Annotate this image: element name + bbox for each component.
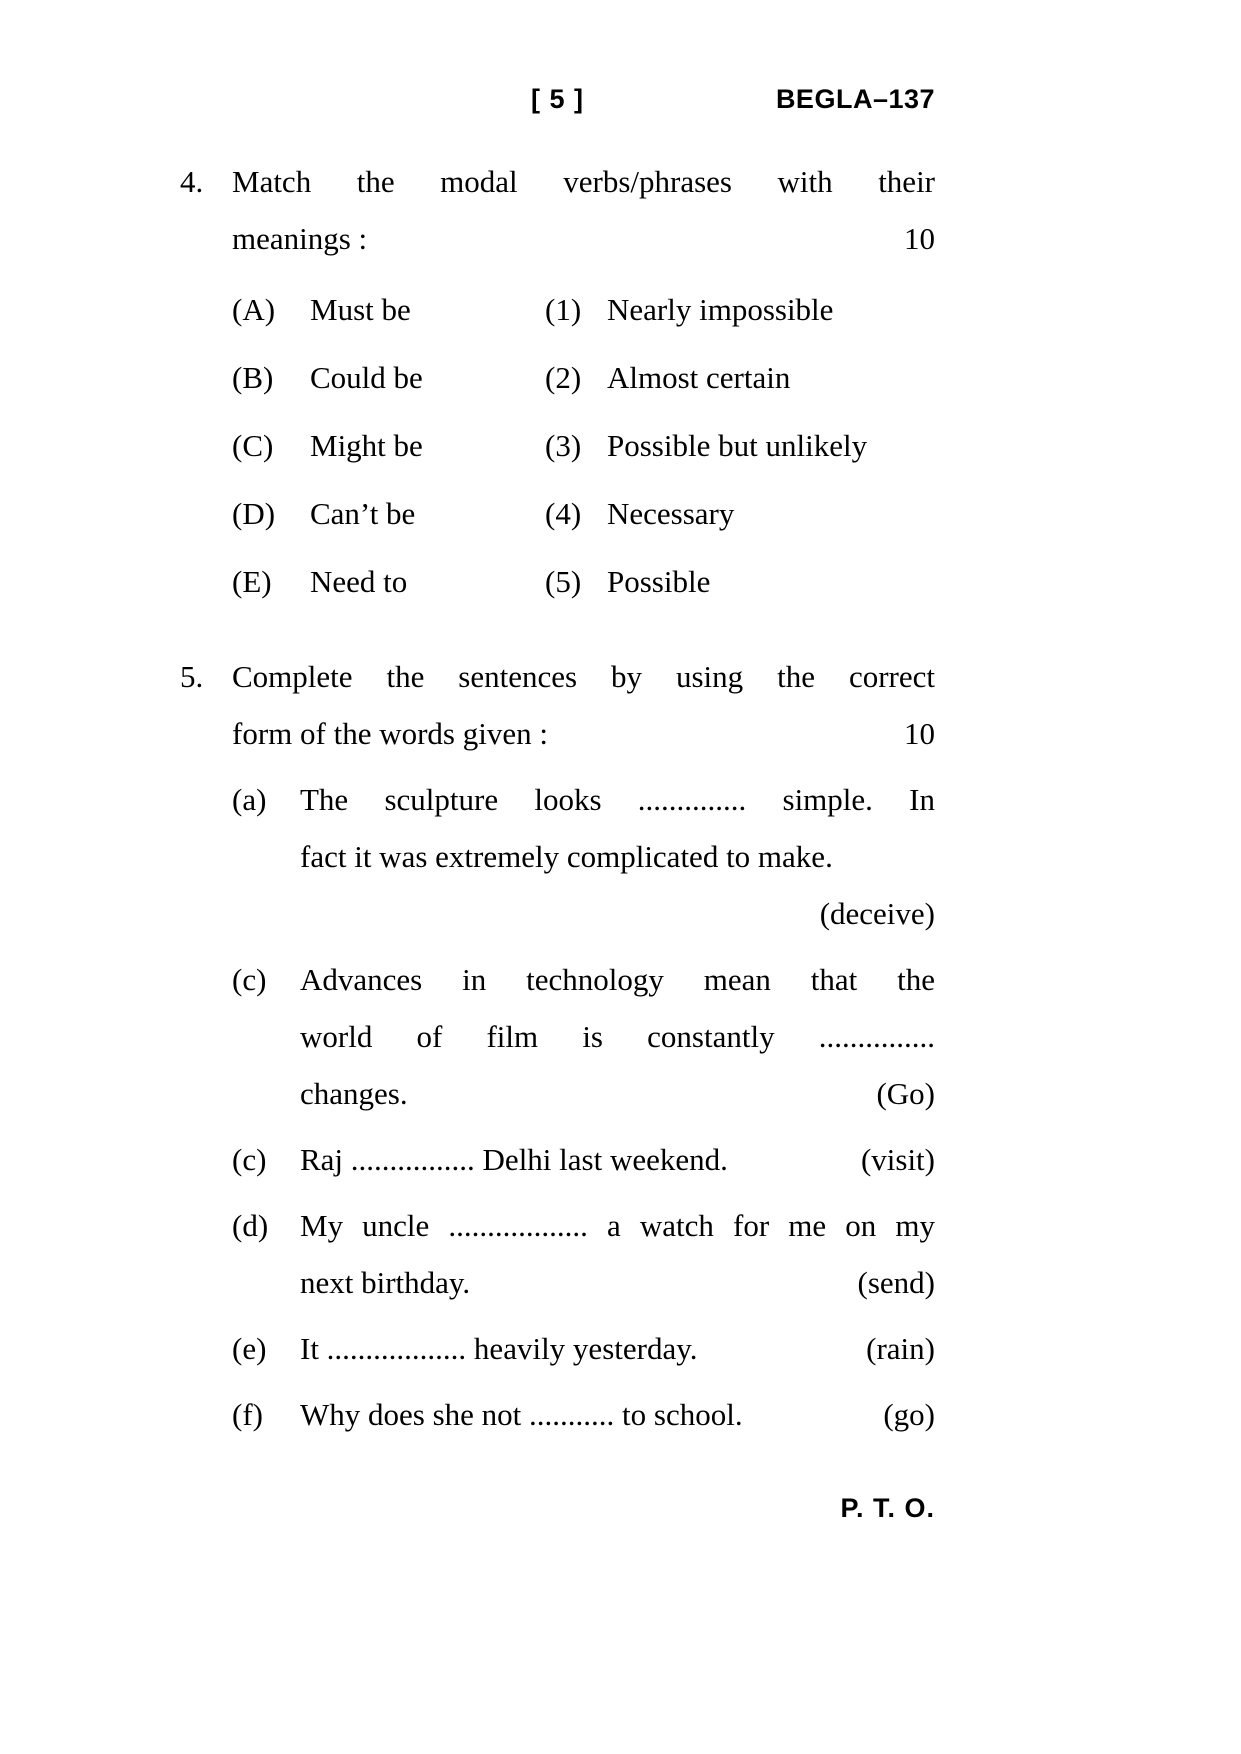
match-right-text: Necessary: [607, 496, 735, 531]
course-code: BEGLA–137: [775, 84, 936, 114]
question-5-body: [232, 648, 935, 1443]
q5-item-d-line1: My uncle .................. a watch for me on my: [300, 1208, 935, 1243]
q5-item-c2-label: (c): [232, 1142, 267, 1177]
q5-item-f-hint: (go): [883, 1397, 935, 1432]
q5-item-a-label: (a): [232, 782, 267, 817]
match-left-text: Need to: [310, 564, 408, 599]
q5-item-c1-label: (c): [232, 962, 267, 997]
q5-item-d-label: (d): [232, 1208, 269, 1243]
match-row: [232, 553, 935, 610]
q5-item-a-line2: fact it was extremely complicated to make.: [300, 839, 833, 874]
match-right-text: Almost certain: [607, 360, 791, 395]
q5-item-c1-line3: changes.: [300, 1076, 408, 1111]
question-5-prompt-line1: Complete the sentences by using the correct: [232, 659, 935, 694]
q5-item-f: [232, 1386, 935, 1443]
page-number: [ 5 ]: [531, 84, 585, 114]
q5-item-d-line2: next birthday.: [300, 1265, 471, 1300]
match-right-text: Nearly impossible: [607, 292, 834, 327]
match-left-text: Can’t be: [310, 496, 416, 531]
q5-item-c2: [232, 1131, 935, 1188]
match-right-label: (1): [545, 292, 582, 327]
match-left-label: (A): [232, 292, 276, 327]
q5-item-c1-line2: world of film is constantly ...............: [300, 1019, 935, 1054]
match-left-label: (D): [232, 496, 276, 531]
q5-item-c1: [232, 951, 935, 1122]
question-4-marks: 10: [904, 221, 935, 256]
q5-item-e: [232, 1320, 935, 1377]
q5-item-e-line1: It .................. heavily yesterday.: [300, 1331, 698, 1366]
match-left-label: (C): [232, 428, 274, 463]
match-left-text: Might be: [310, 428, 423, 463]
q5-item-a-hint: (deceive): [819, 896, 935, 931]
question-5-marks: 10: [904, 716, 935, 751]
question-4-prompt-line2-row: [232, 210, 935, 267]
q5-item-a-line1: The sculpture looks .............. simple. In: [300, 782, 935, 817]
match-right-label: (5): [545, 564, 582, 599]
q5-item-c1-hint: (Go): [876, 1076, 935, 1111]
match-left-text: Could be: [310, 360, 423, 395]
q5-item-c2-line1: Raj ................ Delhi last weekend.: [300, 1142, 728, 1177]
match-row: [232, 349, 935, 406]
q5-item-a: [232, 771, 935, 942]
match-right-text: Possible but unlikely: [607, 428, 868, 463]
q5-item-f-line1: Why does she not ........... to school.: [300, 1397, 743, 1432]
q5-item-f-label: (f): [232, 1397, 263, 1432]
question-4-prompt-line1: Match the modal verbs/phrases with their: [232, 164, 935, 199]
match-right-label: (3): [545, 428, 582, 463]
q5-item-d: [232, 1197, 935, 1311]
match-right-label: (2): [545, 360, 582, 395]
question-5-number: 5.: [180, 659, 204, 694]
match-right-text: Possible: [607, 564, 711, 599]
question-4-number: 4.: [180, 164, 204, 199]
question-5-prompt-line2-row: [232, 705, 935, 762]
q5-item-c1-line1: Advances in technology mean that the: [300, 962, 935, 997]
match-row: [232, 417, 935, 474]
question-4-body: [232, 153, 935, 610]
pto-note: P. T. O.: [840, 1493, 935, 1523]
question-4-prompt-line2: meanings :: [232, 221, 368, 256]
match-left-label: (E): [232, 564, 272, 599]
match-row: [232, 281, 935, 338]
match-left-text: Must be: [310, 292, 411, 327]
page-header: [180, 84, 935, 115]
question-5: [180, 648, 935, 1443]
question-4: [180, 153, 935, 610]
q5-item-d-hint: (send): [857, 1265, 935, 1300]
q5-item-e-label: (e): [232, 1331, 267, 1366]
match-right-label: (4): [545, 496, 582, 531]
q5-item-e-hint: (rain): [866, 1331, 935, 1366]
match-row: [232, 485, 935, 542]
question-5-prompt-line2: form of the words given :: [232, 716, 548, 751]
match-list: [232, 281, 935, 610]
q5-item-c2-hint: (visit): [860, 1142, 935, 1177]
match-left-label: (B): [232, 360, 274, 395]
